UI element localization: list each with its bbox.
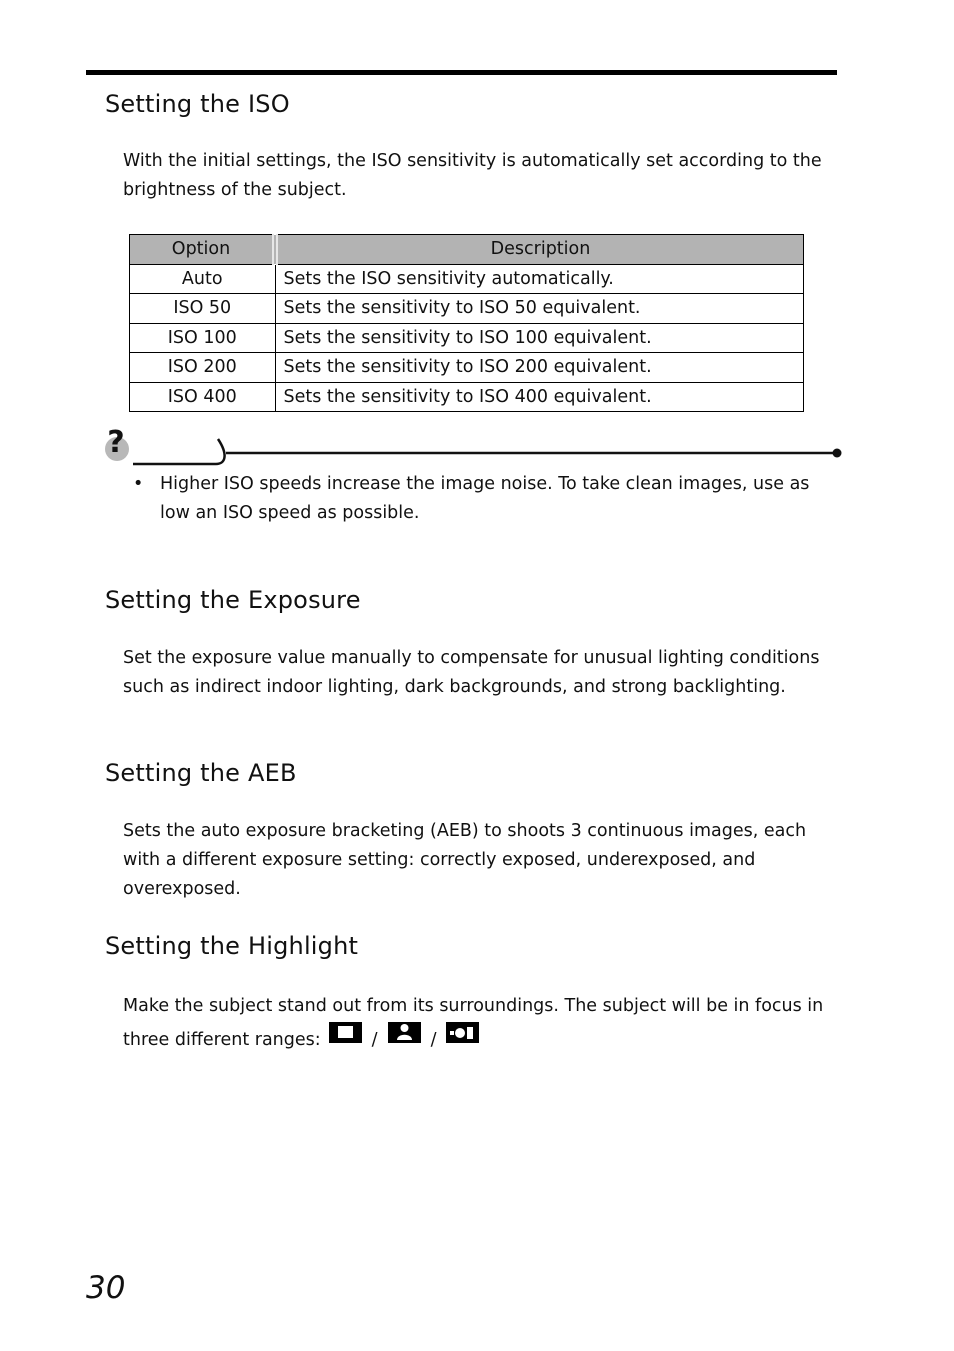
aeb-body: Sets the auto exposure bracketing (AEB) to shoots 3 continuous images, each with a different exposure setting: correctly exposed, underexposed, and overexposed. — [123, 821, 807, 899]
heading-setting-highlight: Setting the Highlight — [105, 932, 359, 960]
table-row — [130, 264, 804, 294]
question-mark-icon — [105, 426, 129, 461]
frame-range-icon — [329, 1022, 362, 1043]
table-cell-option: Auto — [130, 264, 276, 294]
svg-text:?: ? — [107, 426, 125, 460]
heading-setting-iso: Setting the ISO — [105, 90, 290, 118]
exposure-body: Set the exposure value manually to compensate for unusual lighting conditions such as indirect indoor lighting, dark backgrounds, and strong backlighting. — [123, 648, 820, 697]
range-icons — [321, 1022, 488, 1056]
highlight-body — [123, 990, 843, 1056]
table-cell-description: Sets the sensitivity to ISO 200 equivalent. — [275, 353, 804, 383]
table-cell-option: ISO 100 — [130, 323, 276, 353]
page-number: 30 — [86, 1270, 126, 1306]
table-cell-description: Sets the sensitivity to ISO 50 equivalent. — [275, 294, 804, 324]
table-cell-description: Sets the ISO sensitivity automatically. — [275, 264, 804, 294]
table-cell-description: Sets the sensitivity to ISO 400 equivalent. — [275, 382, 804, 412]
table-cell-option: ISO 50 — [130, 294, 276, 324]
table-row — [130, 323, 804, 353]
macro-range-icon — [446, 1022, 479, 1043]
iso-note-text: Higher ISO speeds increase the image noise. To take clean images, use as low an ISO speed as possible. — [160, 474, 810, 523]
table-row — [130, 382, 804, 412]
heading-setting-exposure: Setting the Exposure — [105, 586, 361, 614]
highlight-body-text: Make the subject stand out from its surroundings. The subject will be in focus in three different ranges: — [123, 996, 824, 1050]
table-cell-option: ISO 400 — [130, 382, 276, 412]
range-separator: / — [371, 1030, 378, 1050]
top-rule — [86, 70, 837, 75]
heading-setting-aeb: Setting the AEB — [105, 759, 297, 787]
table-cell-option: ISO 200 — [130, 353, 276, 383]
table-row — [130, 353, 804, 383]
bullet-dot: • — [133, 474, 144, 494]
table-header-option: Option — [130, 235, 276, 265]
table-cell-description: Sets the sensitivity to ISO 100 equivalent. — [275, 323, 804, 353]
range-separator: / — [430, 1030, 437, 1050]
table-row — [130, 294, 804, 324]
table-header-row — [130, 235, 804, 265]
note-divider — [104, 426, 844, 466]
table-header-description: Description — [275, 235, 804, 265]
portrait-range-icon — [388, 1022, 421, 1043]
iso-options-table — [129, 234, 804, 412]
iso-intro: With the initial settings, the ISO sensitivity is automatically set according to the brightness of the subject. — [123, 151, 822, 200]
